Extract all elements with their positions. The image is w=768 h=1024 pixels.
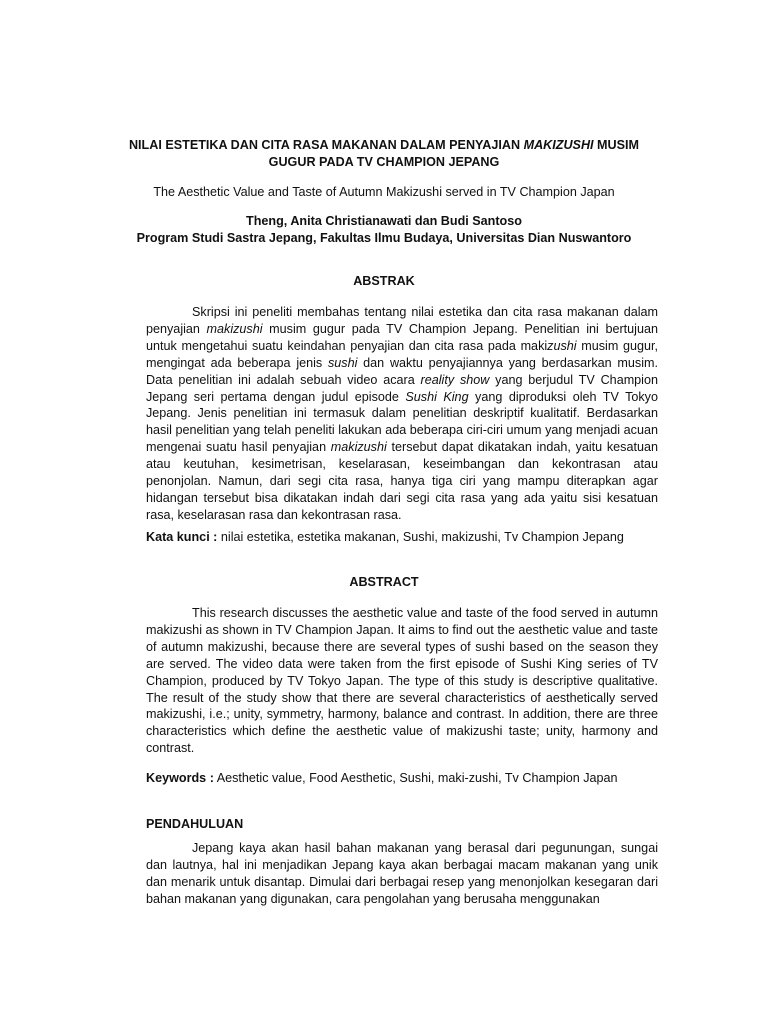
abstrak-text-4: dan waktu penyajiannya yang berdasarkan musim. Data penelitian ini adalah sebuah video acara (146, 355, 658, 387)
abstrak-italic-3: sushi (328, 355, 358, 370)
pendahuluan-heading: PENDAHULUAN (146, 817, 244, 831)
english-title: The Aesthetic Value and Taste of Autumn Makizushi served in TV Champion Japan (153, 185, 615, 199)
abstrak-italic-6: makizushi (330, 440, 387, 455)
affiliation: Program Studi Sastra Jepang, Fakultas Ilmu Budaya, Universitas Dian Nuswantoro (136, 231, 632, 245)
kata-kunci-text: nilai estetika, estetika makanan, Sushi, makizushi, Tv Champion Jepang (217, 530, 624, 544)
abstrak-body (146, 304, 658, 524)
abstrak-text-6: yang diproduksi oleh TV Tokyo Jepang. Jenis penelitian ini termasuk dalam penelitian deskriptif kualitatif. Berdasarkan hasil penelitian yang telah peneliti lakukan ada beberapa ciri-ciri umum yang menjadi acuan mengenai suatu hasil penyajian (146, 389, 658, 455)
paper-title (110, 137, 658, 171)
abstrak-italic-5: Sushi King (405, 389, 469, 404)
abstrak-italic-1: makizushi (206, 321, 263, 336)
abstrak-text-3: musim gugur, mengingat ada beberapa jenis (146, 338, 658, 370)
authors: Theng, Anita Christianawati dan Budi Santoso (246, 214, 522, 228)
kata-kunci (146, 529, 666, 546)
abstrak-text-7: tersebut dapat dikatakan indah, yaitu kesatuan atau keutuhan, kesimetrisan, keselarasan, keseimbangan dan kekontrasan atau penonjolan. Namun, dari segi cita rasa, hanya tiga ciri yang mampu diterapkan agar hidangan tersebut bisa dikatakan indah dari segi cita rasa yang ada yaitu sisi kesatuan rasa, keselarasan rasa dan kekontrasan rasa. (146, 440, 658, 522)
abstrak-heading: ABSTRAK (353, 274, 415, 288)
pendahuluan-body: Jepang kaya akan hasil bahan makanan yang berasal dari pegunungan, sungai dan lautnya, hal ini menjadikan Jepang kaya akan berbagai macam makanan yang unik dan menarik untuk disantap. Dimulai dari berbagai resep yang menonjolkan kesegaran dari bahan makanan yang digunakan, cara pengolahan yang berusaha menggunakan (146, 841, 658, 906)
abstrak-text-2: musim gugur pada TV Champion Jepang. Penelitian ini bertujuan untuk mengetahui suatu keindahan penyajian dan cita rasa pada maki (146, 321, 658, 353)
title-italic-term: MAKIZUSHI (523, 138, 594, 152)
abstrak-italic-4: reality show (420, 372, 490, 387)
abstrak-text-5: yang berjudul TV Champion Jepang seri pertama dengan judul episode (146, 372, 658, 404)
abstrak-text-1: Skripsi ini peneliti membahas tentang nilai estetika dan cita rasa makanan dalam penyajian (146, 305, 658, 336)
keywords (146, 770, 666, 787)
abstract-heading: ABSTRACT (349, 575, 419, 589)
keywords-label: Keywords : (146, 771, 214, 785)
title-part-2: MUSIM GUGUR PADA TV CHAMPION JEPANG (268, 138, 640, 169)
kata-kunci-label: Kata kunci : (146, 530, 218, 544)
keywords-text: Aesthetic value, Food Aesthetic, Sushi, maki-zushi, Tv Champion Japan (213, 771, 618, 785)
title-part-1: NILAI ESTETIKA DAN CITA RASA MAKANAN DALAM PENYAJIAN (128, 138, 524, 152)
abstract-body: This research discusses the aesthetic value and taste of the food served in autumn makizushi as shown in TV Champion Japan. It aims to find out the aesthetic value and taste of autumn makizushi, because there are several types of sushi based on the season they are served. The video data were taken from the first episode of Sushi King series of TV Champion, produced by TV Tokyo Japan. The type of this study is descriptive qualitative. The result of the study show that there are several characteristics of aesthetically served makizushi, i.e.; unity, symmetry, harmony, balance and contrast. In addition, there are three characteristics which define the aesthetic value of makizushi taste; unity, harmony and contrast. (146, 606, 658, 756)
abstrak-italic-2: zushi (547, 338, 577, 353)
